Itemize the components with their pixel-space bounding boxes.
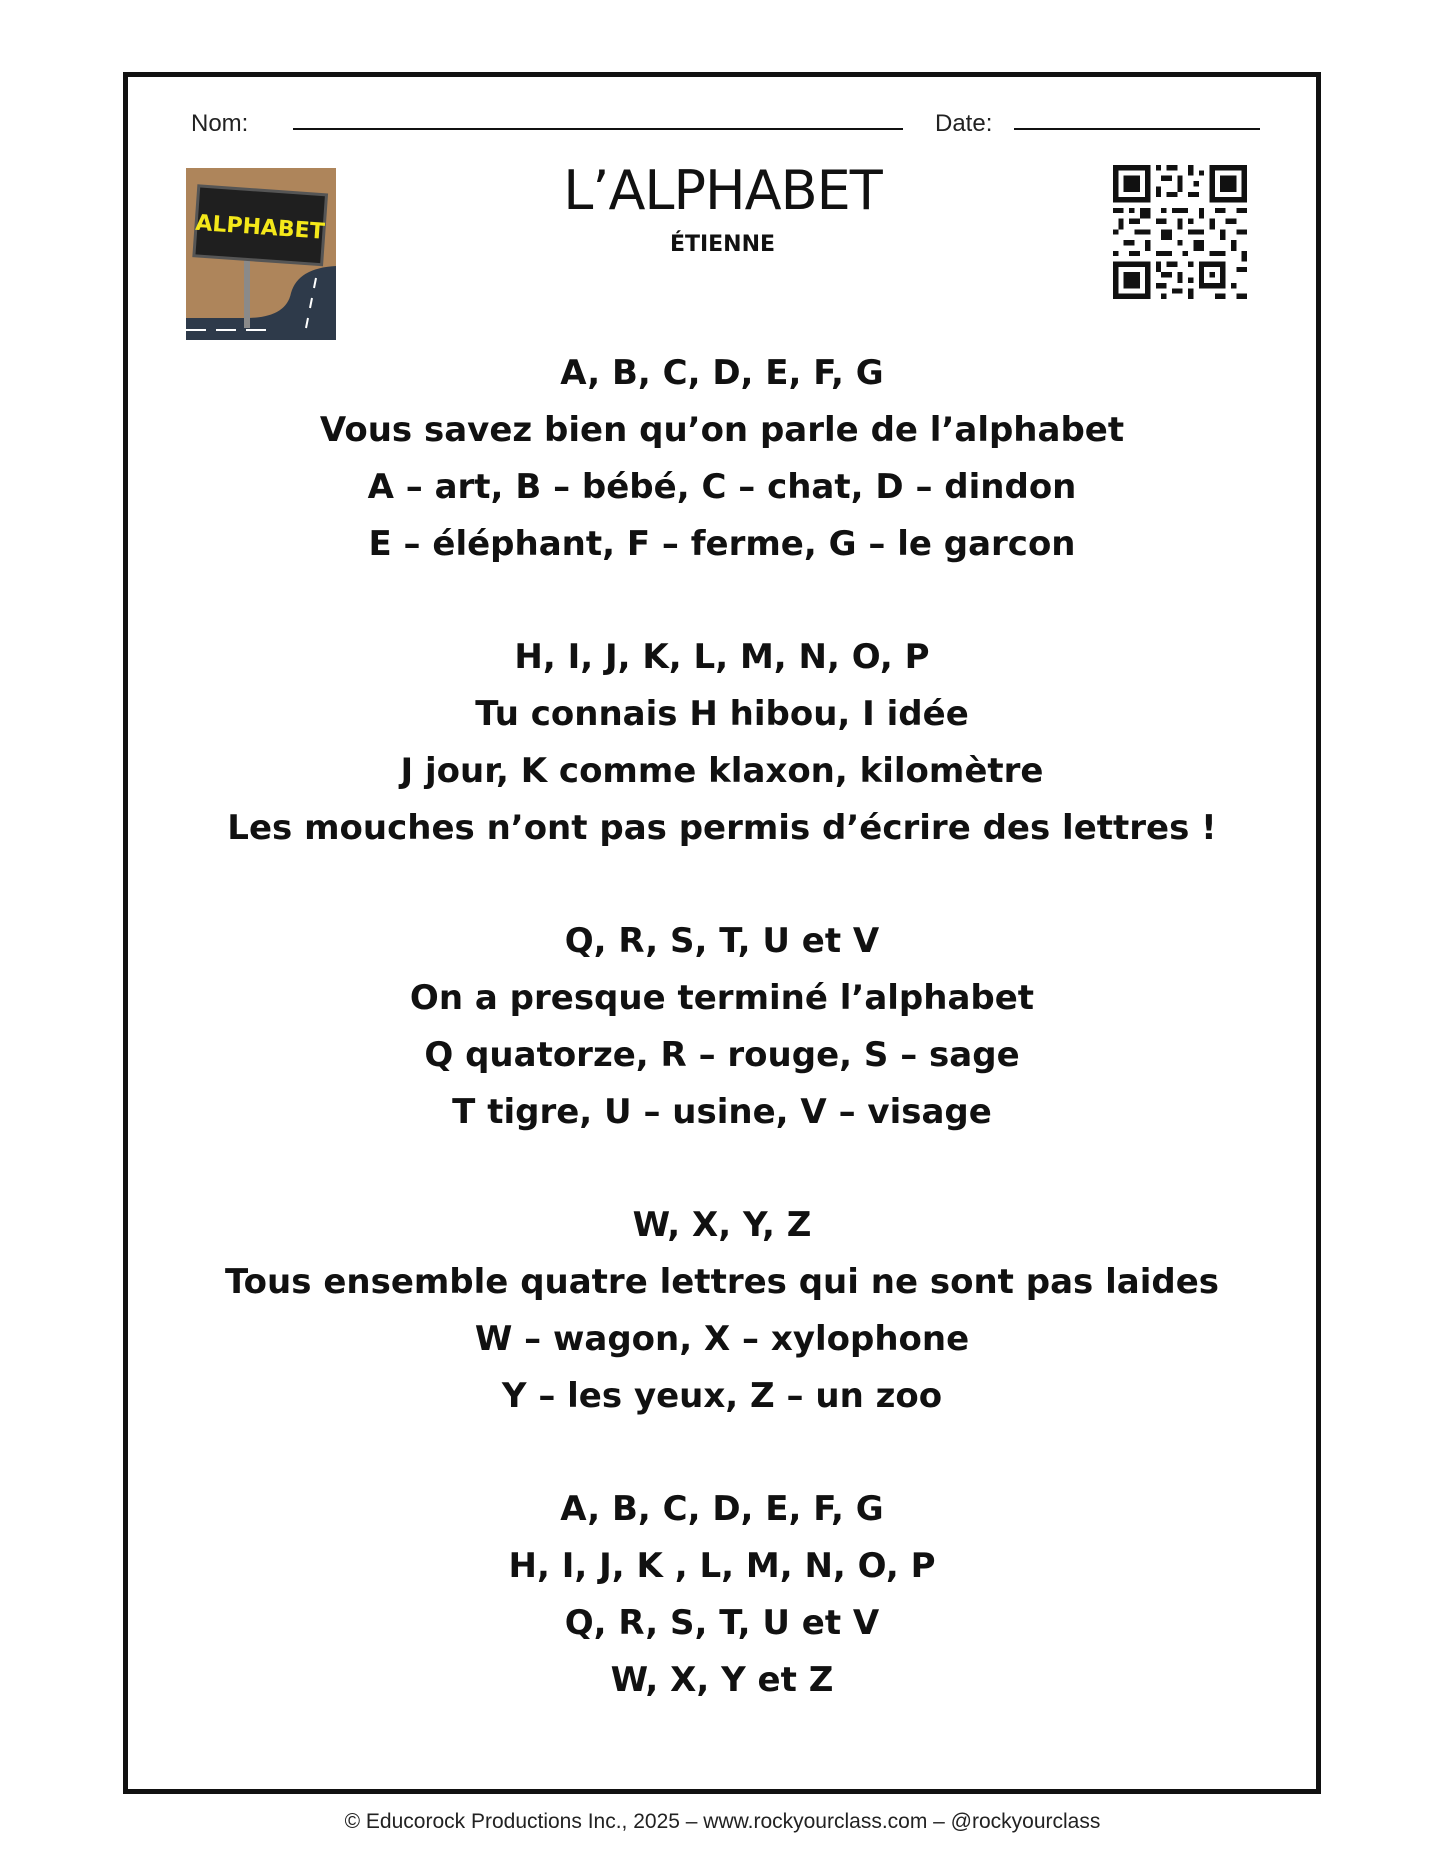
lyric-line: W, X, Y, Z: [632, 1205, 812, 1245]
lyric-line: Q, R, S, T, U et V: [564, 921, 880, 961]
copyright-footer: © Educorock Productions Inc., 2025 – www.rockyourclass.com – @rockyourclass: [344, 1810, 1101, 1833]
lyric-line: E – éléphant, F – ferme, G – le garcon: [368, 524, 1076, 564]
lyric-line: H, I, J, K, L, M, N, O, P: [514, 637, 930, 677]
lyric-line: A, B, C, D, E, F, G: [560, 353, 884, 393]
nom-label: Nom:: [191, 110, 249, 137]
cover-sign-text: ALPHABET: [194, 210, 326, 245]
stanza-2: [123, 629, 1321, 857]
lyric-line: J jour, K comme klaxon, kilomètre: [400, 751, 1044, 791]
song-title: L’ALPHABET: [563, 159, 882, 222]
lyric-line: T tigre, U – usine, V – visage: [452, 1092, 992, 1132]
lyric-line: W – wagon, X – xylophone: [474, 1319, 970, 1359]
lyric-line: Vous savez bien qu’on parle de l’alphabet: [319, 410, 1125, 450]
lyric-line: On a presque terminé l’alphabet: [409, 978, 1035, 1018]
lyric-line: A – art, B – bébé, C – chat, D – dindon: [367, 467, 1077, 507]
lyric-line: Tous ensemble quatre lettres qui ne sont pas laides: [225, 1262, 1219, 1302]
song-lyrics: [123, 345, 1321, 1765]
alphabet-cover-image: [186, 168, 336, 340]
song-artist: ÉTIENNE: [669, 232, 776, 257]
date-field-line[interactable]: [1014, 128, 1260, 130]
qr-code-icon[interactable]: [1113, 165, 1247, 299]
nom-field-line[interactable]: [293, 128, 903, 130]
lyric-line: Y – les yeux, Z – un zoo: [501, 1376, 943, 1416]
lyric-line: Tu connais H hibou, I idée: [475, 694, 969, 734]
lyric-line: H, I, J, K , L, M, N, O, P: [508, 1546, 936, 1586]
stanza-4: [123, 1197, 1321, 1425]
stanza-3: [123, 913, 1321, 1141]
stanza-1: [123, 345, 1321, 573]
lyric-line: Les mouches n’ont pas permis d’écrire des lettres !: [227, 808, 1217, 848]
lyric-line: A, B, C, D, E, F, G: [560, 1489, 884, 1529]
lyric-line: W, X, Y et Z: [610, 1660, 834, 1700]
lyric-line: Q quatorze, R – rouge, S – sage: [424, 1035, 1020, 1075]
lyric-line: Q, R, S, T, U et V: [564, 1603, 880, 1643]
date-label: Date:: [935, 110, 993, 137]
stanza-5: [123, 1481, 1321, 1709]
